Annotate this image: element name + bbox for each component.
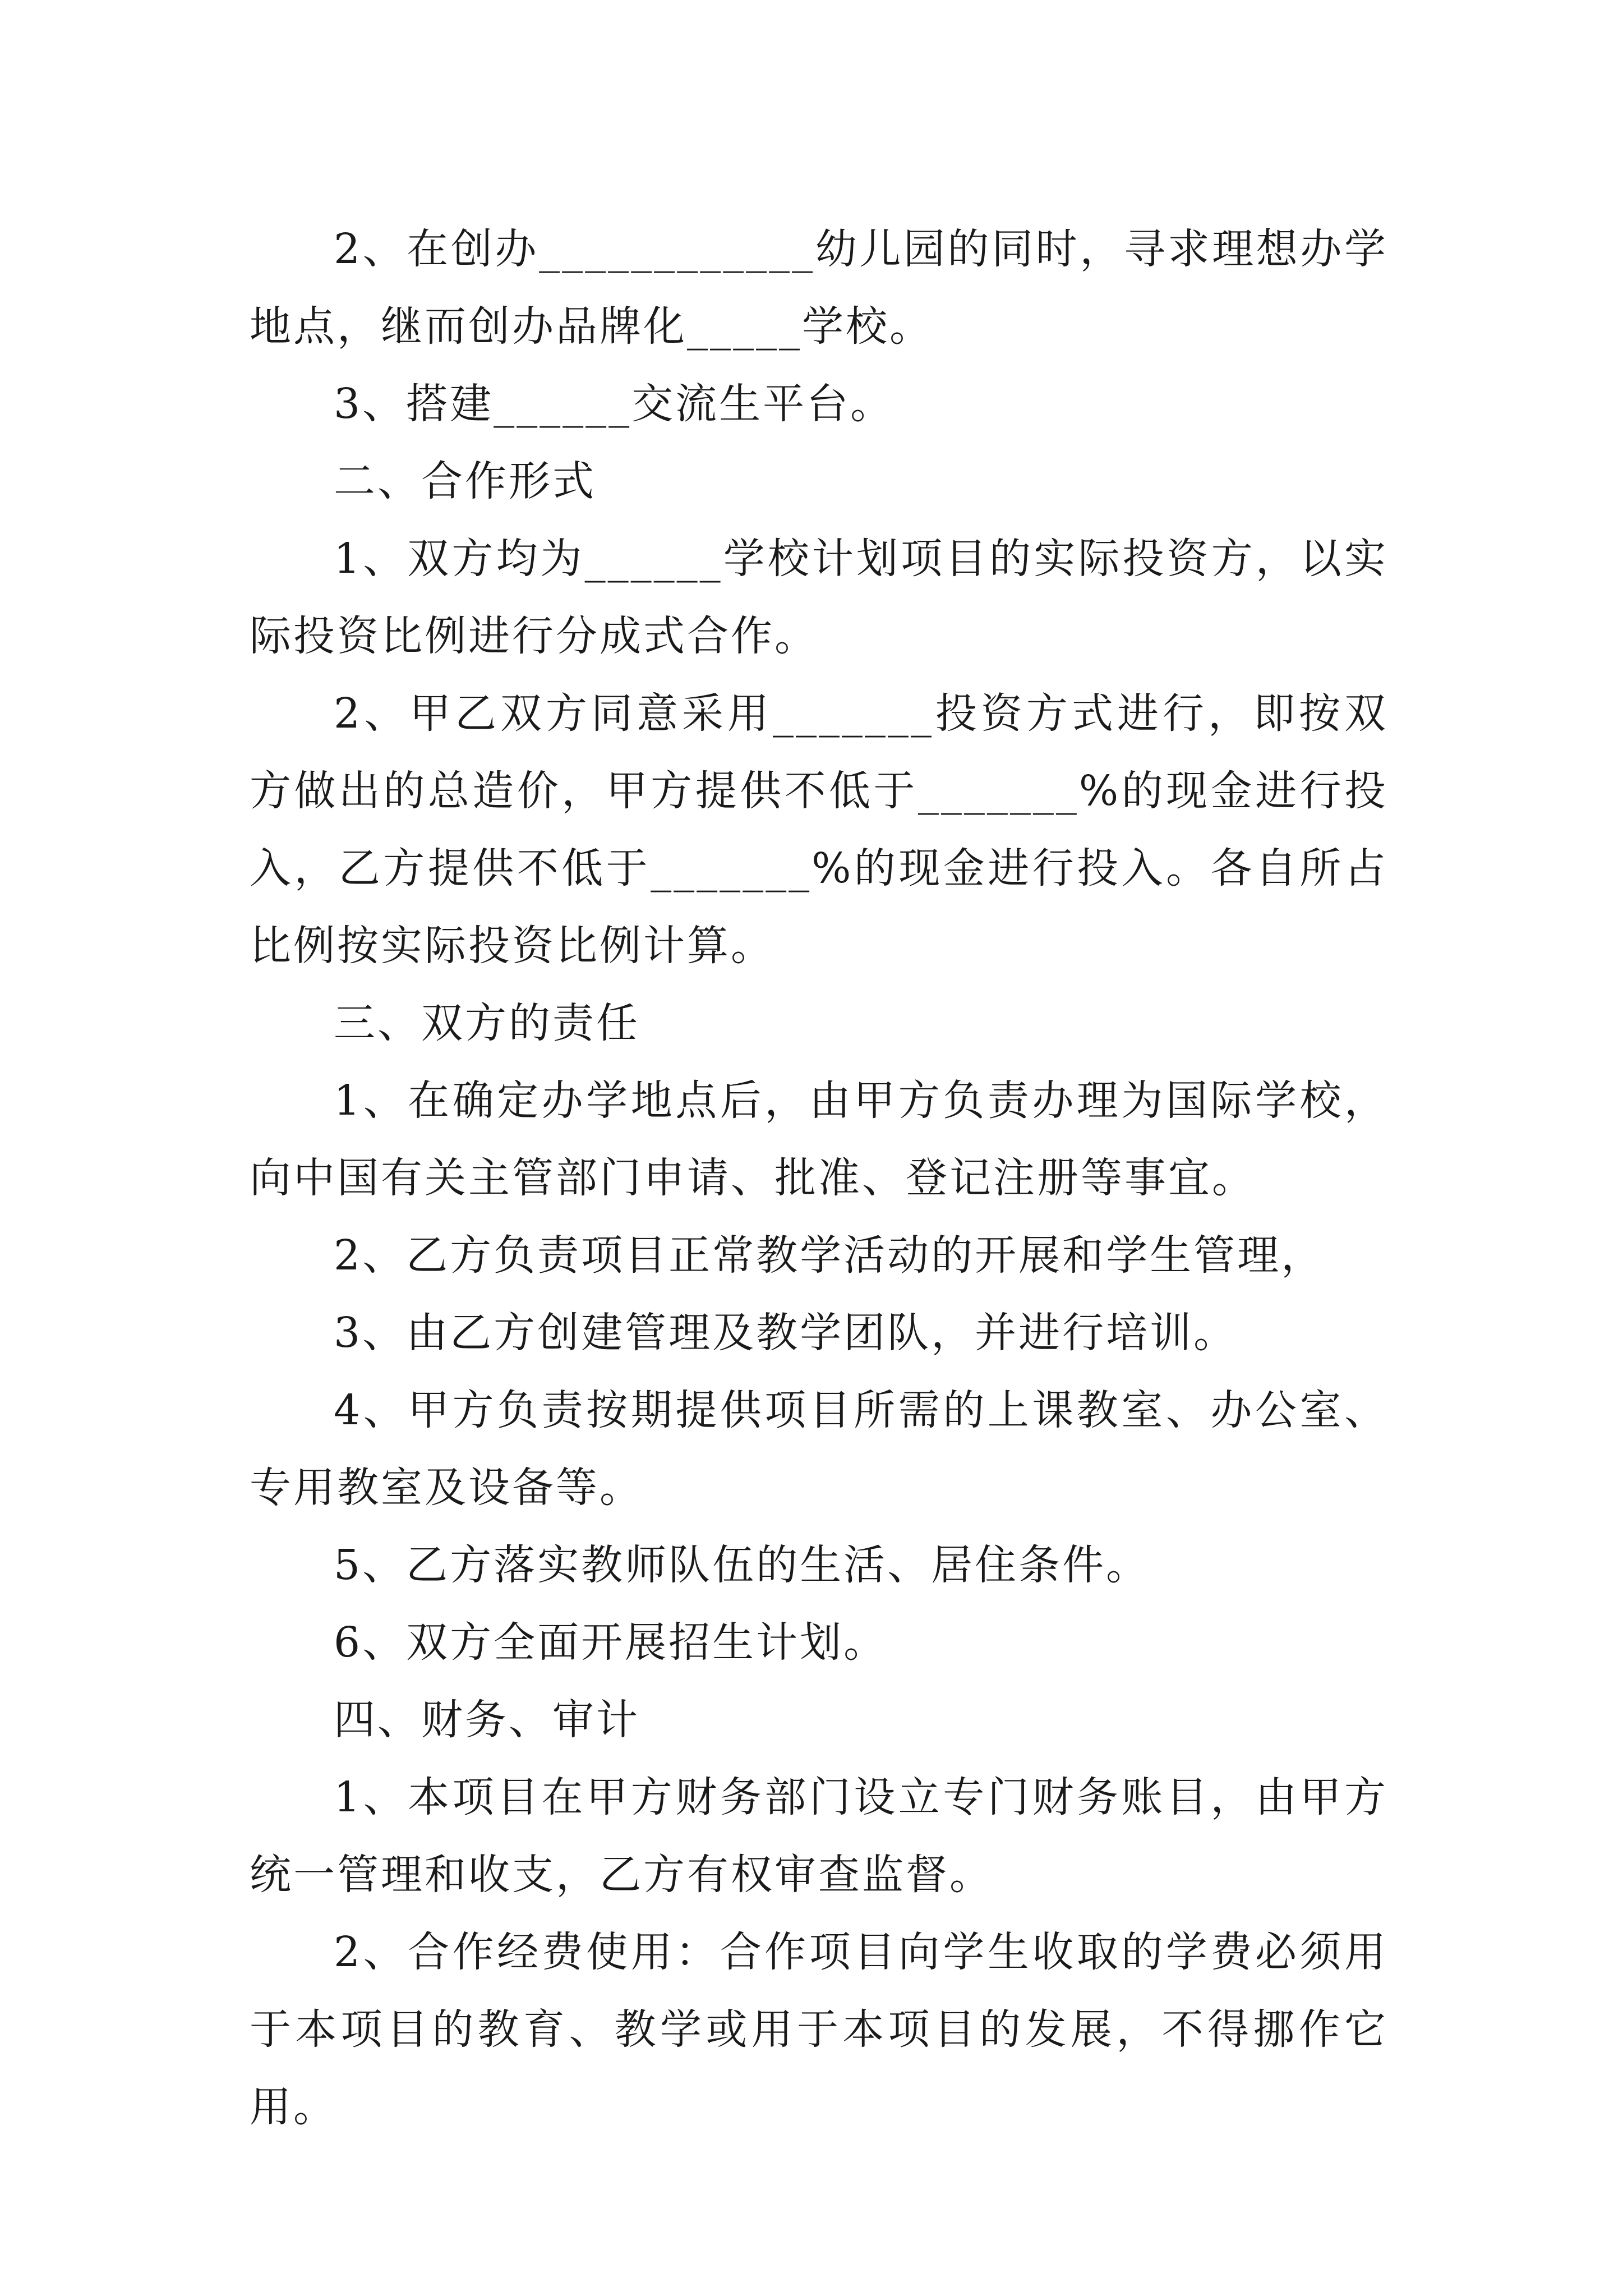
section-heading-3: 三、双方的责任 (334, 999, 640, 1047)
paragraph-8: 4、甲方负责按期提供项目所需的上课教室、办公室、专用教室及设备等。 (250, 1386, 1388, 1512)
paragraph-12: 2、合作经费使用：合作项目向学生收取的学费必须用于本项目的教育、教学或用于本项目的发展，不得挪作它用。 (250, 1928, 1388, 2131)
paragraph-9: 5、乙方落实教师队伍的生活、居住条件。 (334, 1541, 1150, 1589)
paragraph-11: 1、本项目在甲方财务部门设立专门财务账目，由甲方统一管理和收支，乙方有权审查监督。 (250, 1773, 1388, 1899)
section-heading-4: 四、财务、审计 (334, 1696, 640, 1744)
paragraph-1: 2、在创办____________幼儿园的同时，寻求理想办学地点，继而创办品牌化_____学校。 (250, 225, 1388, 351)
paragraph-6: 2、乙方负责项目正常教学活动的开展和学生管理， (334, 1231, 1325, 1280)
paragraph-7: 3、由乙方创建管理及教学团队，并进行培训。 (334, 1309, 1238, 1357)
paragraph-4: 2、甲乙双方同意采用_______投资方式进行，即按双方做出的总造价，甲方提供不低于_______%的现金进行投入，乙方提供不低于_______%的现金进行投入。各自所占比例按实际投资比例计算。 (250, 689, 1388, 970)
paragraph-5: 1、在确定办学地点后，由甲方负责办理为国际学校，向中国有关主管部门申请、批准、登记注册等事宜。 (250, 1076, 1388, 1202)
paragraph-2: 3、搭建______交流生平台。 (334, 380, 895, 428)
paragraph-3: 1、双方均为______学校计划项目的实际投资方，以实际投资比例进行分成式合作。 (250, 535, 1388, 660)
section-heading-2: 二、合作形式 (334, 457, 596, 505)
paragraph-10: 6、双方全面开展招生计划。 (334, 1618, 888, 1667)
document-body (250, 210, 1388, 2146)
